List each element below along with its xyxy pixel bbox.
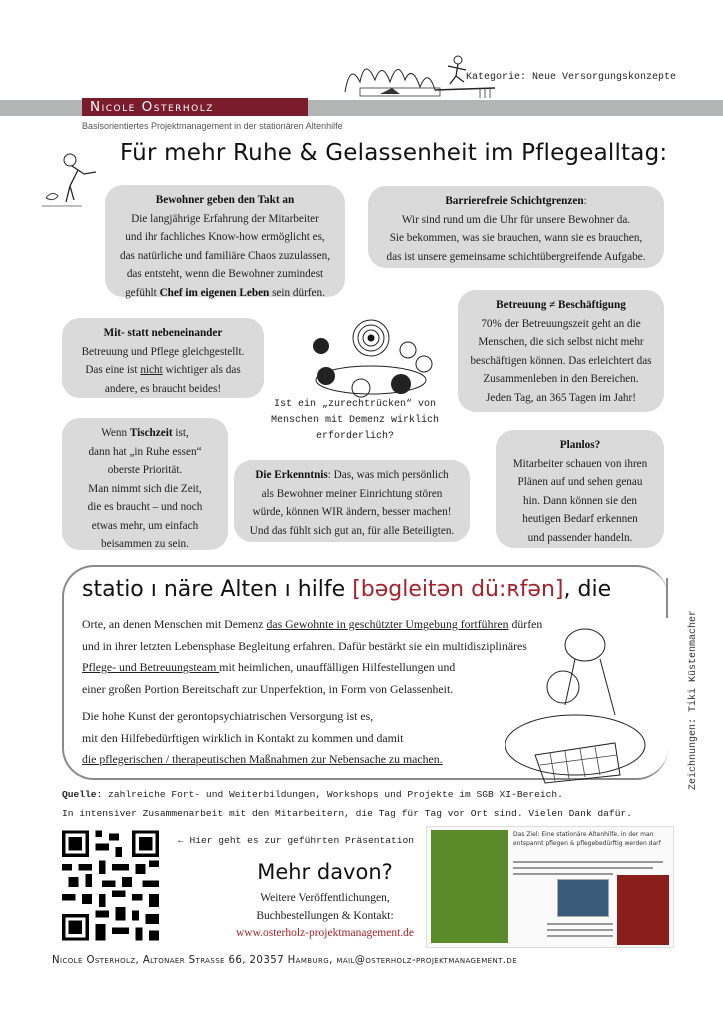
more-info: Weitere Veröffentlichungen, Buchbestellungen & Kontakt: www.osterholz-projektmanagement.de (190, 890, 460, 943)
box-line: andere, es braucht beides! (104, 382, 222, 395)
box-heading: Planlos? (559, 439, 601, 451)
box-line: Und das fühlt sich gut an, für alle Beteiligten. (249, 524, 455, 537)
caregiver-illustration (505, 625, 655, 785)
emphasis: Chef im eigenen Leben (159, 286, 270, 299)
box-line: heutigen Bedarf erkennen (522, 513, 638, 525)
qr-code[interactable] (62, 830, 159, 941)
box-line: hin. Dann können sie den (522, 494, 638, 507)
category-label: Kategorie: Neue Versorgungskonzepte (466, 72, 677, 83)
box-heading: Betreuung ≠ Beschäftigung (496, 299, 626, 311)
box-line: Jeden Tag, an 365 Tagen im Jahr! (486, 391, 636, 404)
info-box-planlos (496, 430, 664, 548)
info-box-tischzeit (62, 418, 228, 550)
author-photo (557, 879, 609, 917)
box-line: und ihr fachliches Know-how ermöglicht es, (125, 231, 325, 243)
footer-address: Nicole Osterholz, Altonaer Strasse 66, 20357 Hamburg, mail@osterholz-projektmanagement.de (52, 955, 518, 966)
brand-logo: Nicole Osterholz (82, 98, 308, 116)
more-heading: Mehr davon? (257, 860, 393, 884)
box-line: Das eine ist nicht wichtiger als das (85, 364, 241, 376)
box-line: 70% der Betreuungszeit geht an die (481, 317, 641, 330)
book-cover-green (431, 830, 508, 943)
phonetic-text: [bəgleitən dü:ʀfən] (352, 577, 564, 602)
book-cover-red (617, 875, 669, 945)
illustration-credit: Zeichnungen: Tiki Küstenmacher (688, 609, 699, 790)
box-line: Wir sind rund um die Uhr für unsere Bewohner da. (401, 213, 631, 226)
box-line: das ist unsere gemeinsame schichtübergreifende Aufgabe. (386, 250, 646, 263)
page-title: Für mehr Ruhe & Gelassenheit im Pflegealltag: (120, 140, 668, 166)
box-line: Wenn Tischzeit ist, (101, 427, 189, 439)
info-box-betreuung (458, 290, 664, 412)
info-box-miteinander (62, 318, 264, 398)
promo-thumbnail[interactable] (426, 826, 674, 948)
qr-hint: ← Hier geht es zur geführten Präsentation (178, 835, 415, 846)
box-line: Die langjährige Erfahrung der Mitarbeiter (131, 212, 319, 225)
definition-title: statio ı näre Alten ı hilfe [bəgleitən dü:ʀfən], die (82, 577, 612, 602)
illustration-caption: Ist ein „zurechtrücken“ von Menschen mit Demenz wirklich erforderlich? (270, 399, 440, 442)
box-line: Plänen auf und sehen genau (517, 476, 643, 488)
website-link[interactable]: www.osterholz-projektmanagement.de (235, 927, 415, 939)
box-line: als Bewohner meiner Einrichtung stören (261, 487, 443, 500)
box-heading: Mit- statt nebeneinander (103, 327, 223, 339)
panel-edge (666, 578, 668, 618)
box-line: Mitarbeiter schauen von ihren (512, 457, 648, 470)
info-box-bewohner-takt (105, 185, 345, 297)
box-line: etwas mehr, um einfach (91, 519, 199, 532)
box-line: Menschen, die sich selbst nicht mehr (478, 336, 644, 348)
brand-tagline: Basisorientiertes Projektmanagement in der stationären Altenhilfe (82, 121, 343, 131)
promo-headline: Das Ziel: Eine stationäre Altenhilfe, in der man entspannt pflegen & pflegebedürftig werden darf (513, 831, 661, 847)
box-line: das entsteht, wenn die Bewohner zumindest (126, 268, 324, 280)
box-line: dann hat „in Ruhe essen“ (88, 445, 202, 458)
definition-text: Orte, an denen Menschen mit Demenz das Gewohnte in geschützter Umgebung fortführen dürfen und in ihrer letzten Lebensphase Begleitung erfahren. Dafür bestärkt sie ein multidisziplinäres Pflege- und Betreuungsteam mit heimlichen, unauffälligen Hilfestellungen und einer großen Portion Bereitschaft zur Unperfektion, in Form von Gelassenheit. Die hohe Kunst der gerontopsychiatrischen Versorgung ist es, mit den Hilfebedürftigen wirklich in Kontakt zu kommen und damit die pflegerischen / therapeutischen Maßnahmen zur Nebensache zu machen. (82, 617, 543, 766)
box-line: gefühlt Chef im eigenen Leben sein dürfen. (125, 286, 325, 299)
box-line: Man nimmt sich die Zeit, (88, 482, 202, 495)
worker-illustration (42, 150, 102, 208)
box-line: Betreuung und Pflege gleichgestellt. (81, 345, 245, 358)
box-line: und passender handeln. (527, 531, 633, 544)
box-line: beschäftigen können. Das erleichtert das (470, 354, 652, 367)
source-note: Quelle: zahlreiche Fort- und Weiterbildungen, Workshops und Projekte im SGB XI-Bereich. In intensiver Zusammenarbeit mit den Mitarbeitern, die Tag für Tag vor Ort sind. Vielen Dank dafür. (62, 789, 632, 819)
box-line: die es braucht – und noch (87, 501, 203, 513)
box-line: Sie bekommen, was sie brauchen, wann sie es brauchen, (389, 232, 643, 244)
target-group-illustration (296, 318, 446, 398)
box-line: beisammen zu sein. (101, 538, 189, 550)
box-heading-row: Barrierefreie Schichtgrenzen: (445, 195, 587, 207)
info-box-erkenntnis (234, 460, 470, 542)
box-line: Die Erkenntnis: Das, was mich persönlich (255, 469, 449, 481)
box-heading: Bewohner geben den Takt an (155, 194, 295, 206)
box-line: Zusammenleben in den Bereichen. (483, 373, 639, 385)
box-line: oberste Priorität. (107, 464, 183, 476)
box-line: würde, können WIR ändern, besser machen! (252, 506, 452, 518)
box-heading: Barrierefreie Schichtgrenzen (445, 195, 584, 207)
info-box-schichtgrenzen (368, 186, 664, 268)
box-line: das natürliche und familiäre Chaos zuzulassen, (119, 249, 330, 262)
